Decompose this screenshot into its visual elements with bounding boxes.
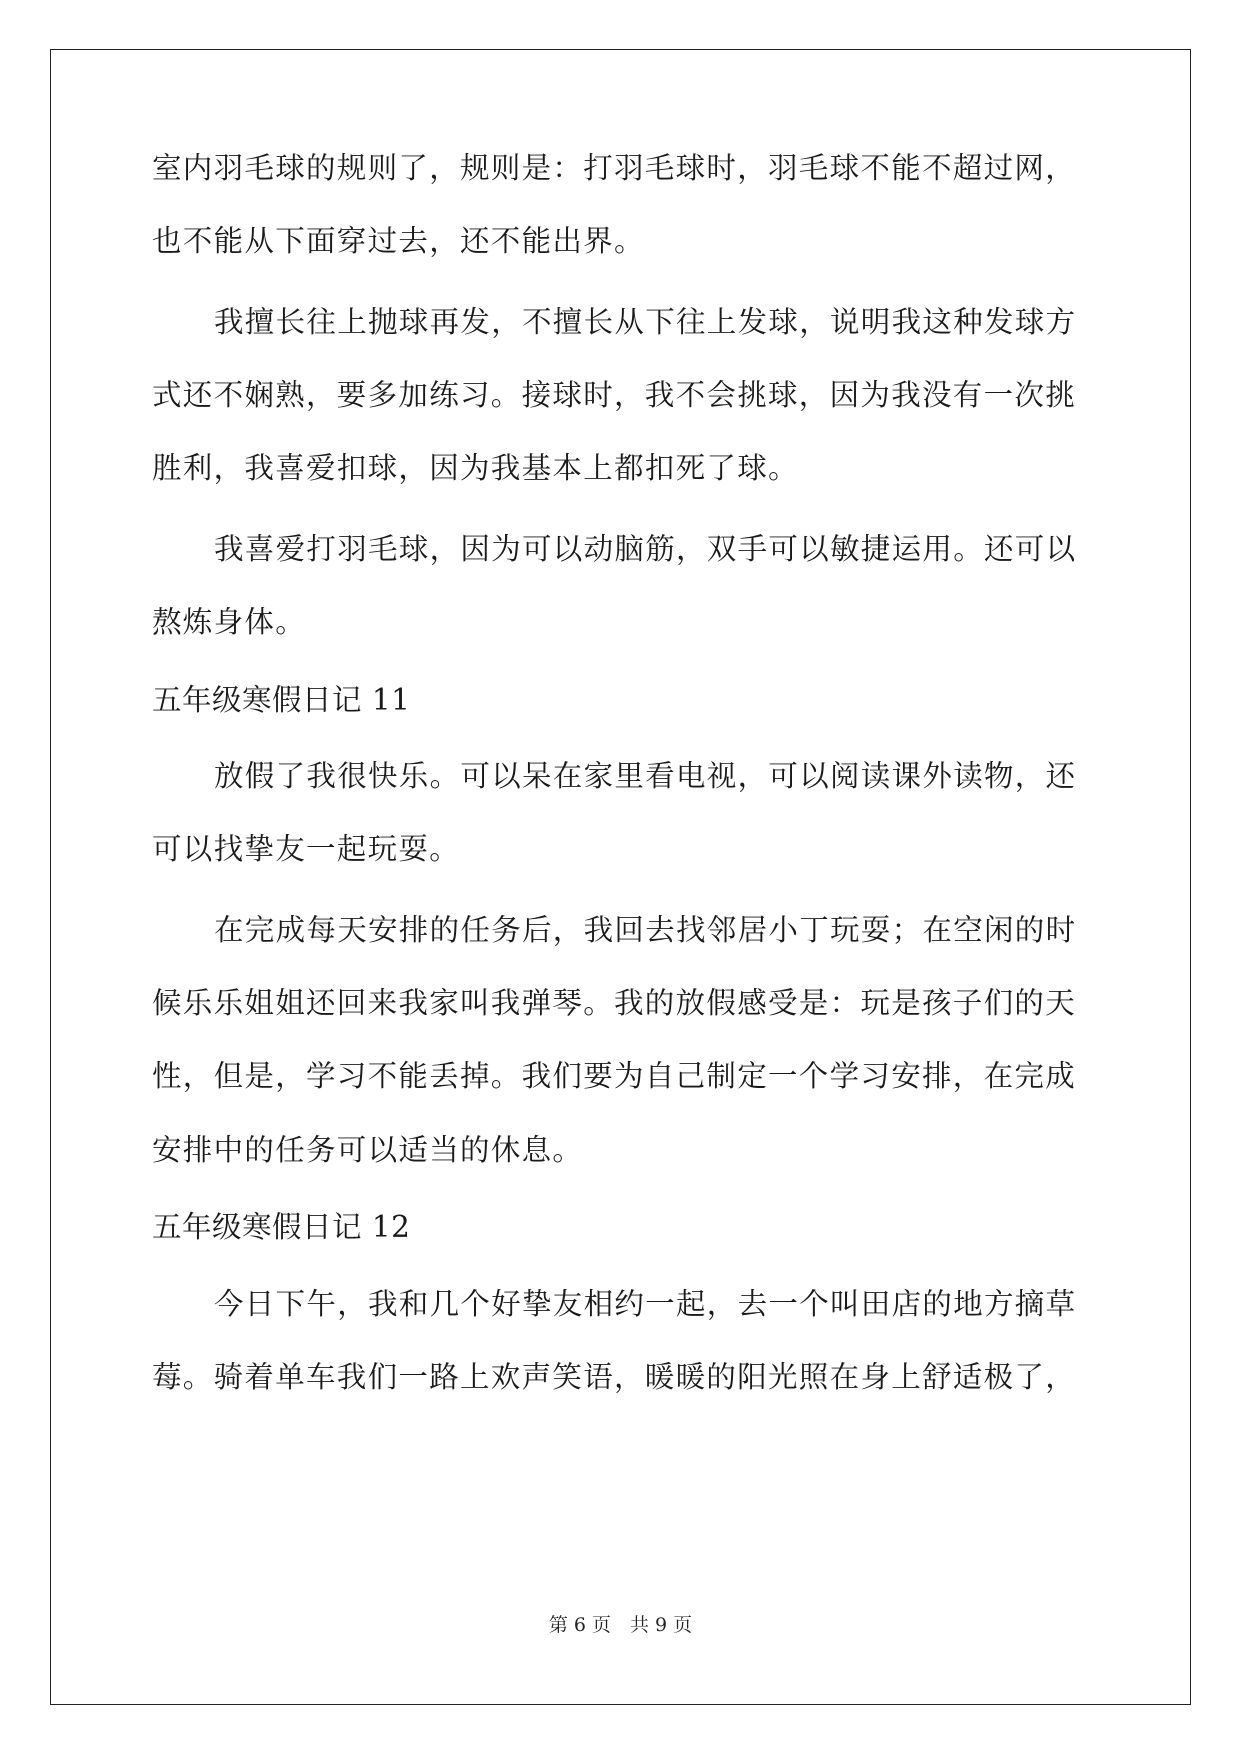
text-line: 性，但是，学习不能丢掉。我们要为自己制定一个学习安排，在完成	[152, 1059, 1077, 1093]
text-line: 也不能从下面穿过去，还不能出界。	[152, 224, 645, 258]
paragraph-start: 今日下午，我和几个好挚友相约一起，去一个叫田店的地方摘草	[214, 1287, 1077, 1321]
paragraph-start: 在完成每天安排的任务后，我回去找邻居小丁玩耍；在空闲的时	[214, 913, 1077, 947]
text-line: 安排中的任务可以适当的休息。	[152, 1133, 584, 1167]
text-line: 可以找挚友一起玩耍。	[152, 832, 461, 866]
section-heading: 五年级寒假日记 11	[152, 683, 411, 717]
text-line: 式还不娴熟，要多加练习。接球时，我不会挑球，因为我没有一次挑	[152, 378, 1077, 412]
text-line: 候乐乐姐姐还回来我家叫我弹琴。我的放假感受是：玩是孩子们的天	[152, 986, 1077, 1020]
paragraph-start: 我喜爱打羽毛球，因为可以动脑筋，双手可以敏捷运用。还可以	[214, 532, 1077, 566]
text-line: 莓。骑着单车我们一路上欢声笑语，暖暖的阳光照在身上舒适极了，	[152, 1360, 1077, 1394]
text-line: 胜利，我喜爱扣球，因为我基本上都扣死了球。	[152, 451, 799, 485]
text-line: 熬炼身体。	[152, 605, 307, 639]
page-frame	[50, 49, 1191, 1705]
section-heading: 五年级寒假日记 12	[152, 1210, 411, 1244]
text-line: 室内羽毛球的规则了，规则是：打羽毛球时，羽毛球不能不超过网，	[152, 151, 1077, 185]
page-footer: 第 6 页 共 9 页	[548, 1614, 693, 1636]
paragraph-start: 我擅长往上抛球再发，不擅长从下往上发球，说明我这种发球方	[214, 305, 1077, 339]
paragraph-start: 放假了我很快乐。可以呆在家里看电视，可以阅读课外读物，还	[214, 759, 1077, 793]
